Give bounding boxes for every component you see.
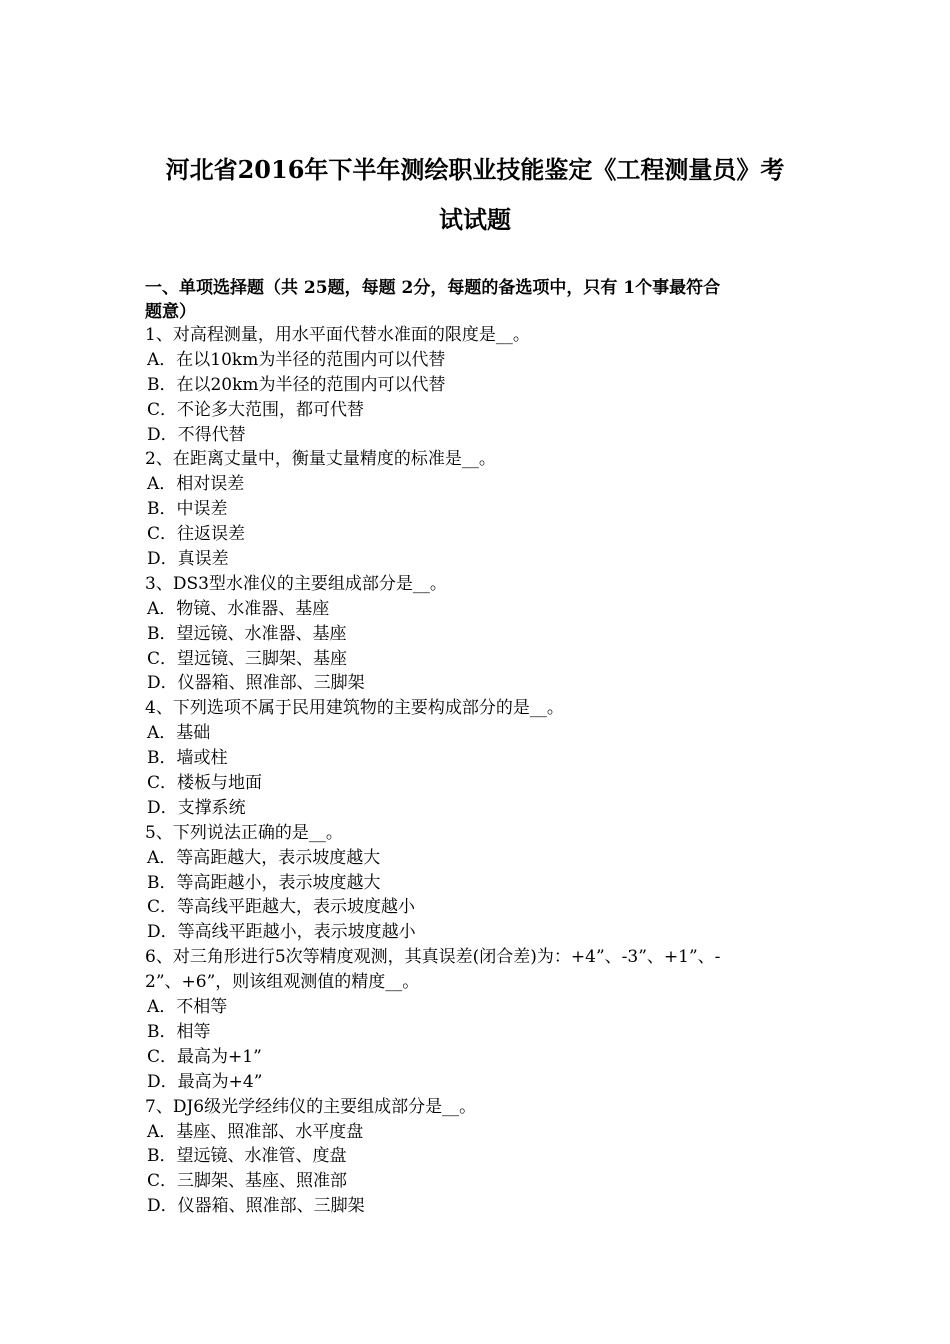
option-a: A．相对误差 [147, 474, 245, 495]
option-b: B．望远镜、水准器、基座 [147, 623, 347, 644]
option-d: D．仪器箱、照准部、三脚架 [147, 673, 365, 694]
option-a: A．物镜、水准器、基座 [147, 598, 330, 619]
option-b: B．墙或柱 [147, 748, 228, 769]
option-c: C．楼板与地面 [147, 773, 263, 794]
option-d: D．不得代替 [147, 424, 246, 445]
option-b: B．望远镜、水准管、度盘 [147, 1146, 347, 1167]
option-d: D．真误差 [147, 549, 229, 570]
option-c: C．望远镜、三脚架、基座 [147, 648, 348, 669]
option-a: A．在以10km为半径的范围内可以代替 [147, 349, 446, 370]
question-2 [145, 447, 815, 571]
section-heading-line-2: 题意） [145, 302, 196, 322]
document-title-line-2: 试试题 [439, 205, 511, 234]
question-7 [145, 1095, 815, 1219]
option-c: C．等高线平距越大，表示坡度越小 [147, 897, 416, 918]
question-4 [145, 696, 815, 820]
question-6 [145, 945, 815, 1094]
option-c: C．不论多大范围，都可代替 [147, 399, 365, 420]
question-stem: 6、对三角形进行5次等精度观测，其真误差(闭合差)为：+4”、-3”、+1”、- [145, 947, 721, 968]
question-stem: 3、DS3型水准仪的主要组成部分是__。 [145, 573, 447, 594]
option-a: A．不相等 [147, 997, 228, 1018]
option-c: C．往返误差 [147, 524, 246, 545]
option-b: B．等高距越小，表示坡度越大 [147, 872, 381, 893]
question-5 [145, 821, 815, 945]
option-d: D．最高为+4” [147, 1071, 263, 1092]
option-c: C．三脚架、基座、照准部 [147, 1171, 348, 1192]
option-a: A．等高距越大，表示坡度越大 [147, 847, 381, 868]
question-stem: 7、DJ6级光学经纬仪的主要组成部分是__。 [145, 1096, 477, 1117]
question-stem: 2、在距离丈量中，衡量丈量精度的标准是__。 [145, 449, 496, 470]
question-stem: 4、下列选项不属于民用建筑物的主要构成部分的是__。 [145, 698, 564, 719]
question-stem: 5、下列说法正确的是__。 [145, 822, 343, 843]
option-b: B．相等 [147, 1021, 211, 1042]
option-a: A．基础 [147, 723, 211, 744]
section-heading-line-1: 一、单项选择题（共 25题，每题 2分，每题的备选项中，只有 1个事最符合 [145, 278, 721, 298]
option-d: D．等高线平距越小，表示坡度越小 [147, 922, 416, 943]
option-c: C．最高为+1” [147, 1046, 262, 1067]
option-b: B．中误差 [147, 499, 228, 520]
question-stem: 1、对高程测量，用水平面代替水准面的限度是__。 [145, 325, 530, 345]
section-heading [145, 276, 815, 324]
option-d: D．仪器箱、照准部、三脚架 [147, 1196, 365, 1217]
question-3 [145, 572, 815, 696]
document-title-line-1: 河北省2016年下半年测绘职业技能鉴定《工程测量员》考 [165, 155, 785, 184]
option-b: B．在以20km为半径的范围内可以代替 [147, 374, 446, 395]
option-d: D．支撑系统 [147, 797, 246, 818]
question-1 [145, 323, 815, 447]
option-a: A．基座、照准部、水平度盘 [147, 1121, 364, 1142]
question-stem-continued: 2”、+6”，则该组观测值的精度__。 [145, 972, 420, 993]
question-list [145, 323, 815, 1219]
